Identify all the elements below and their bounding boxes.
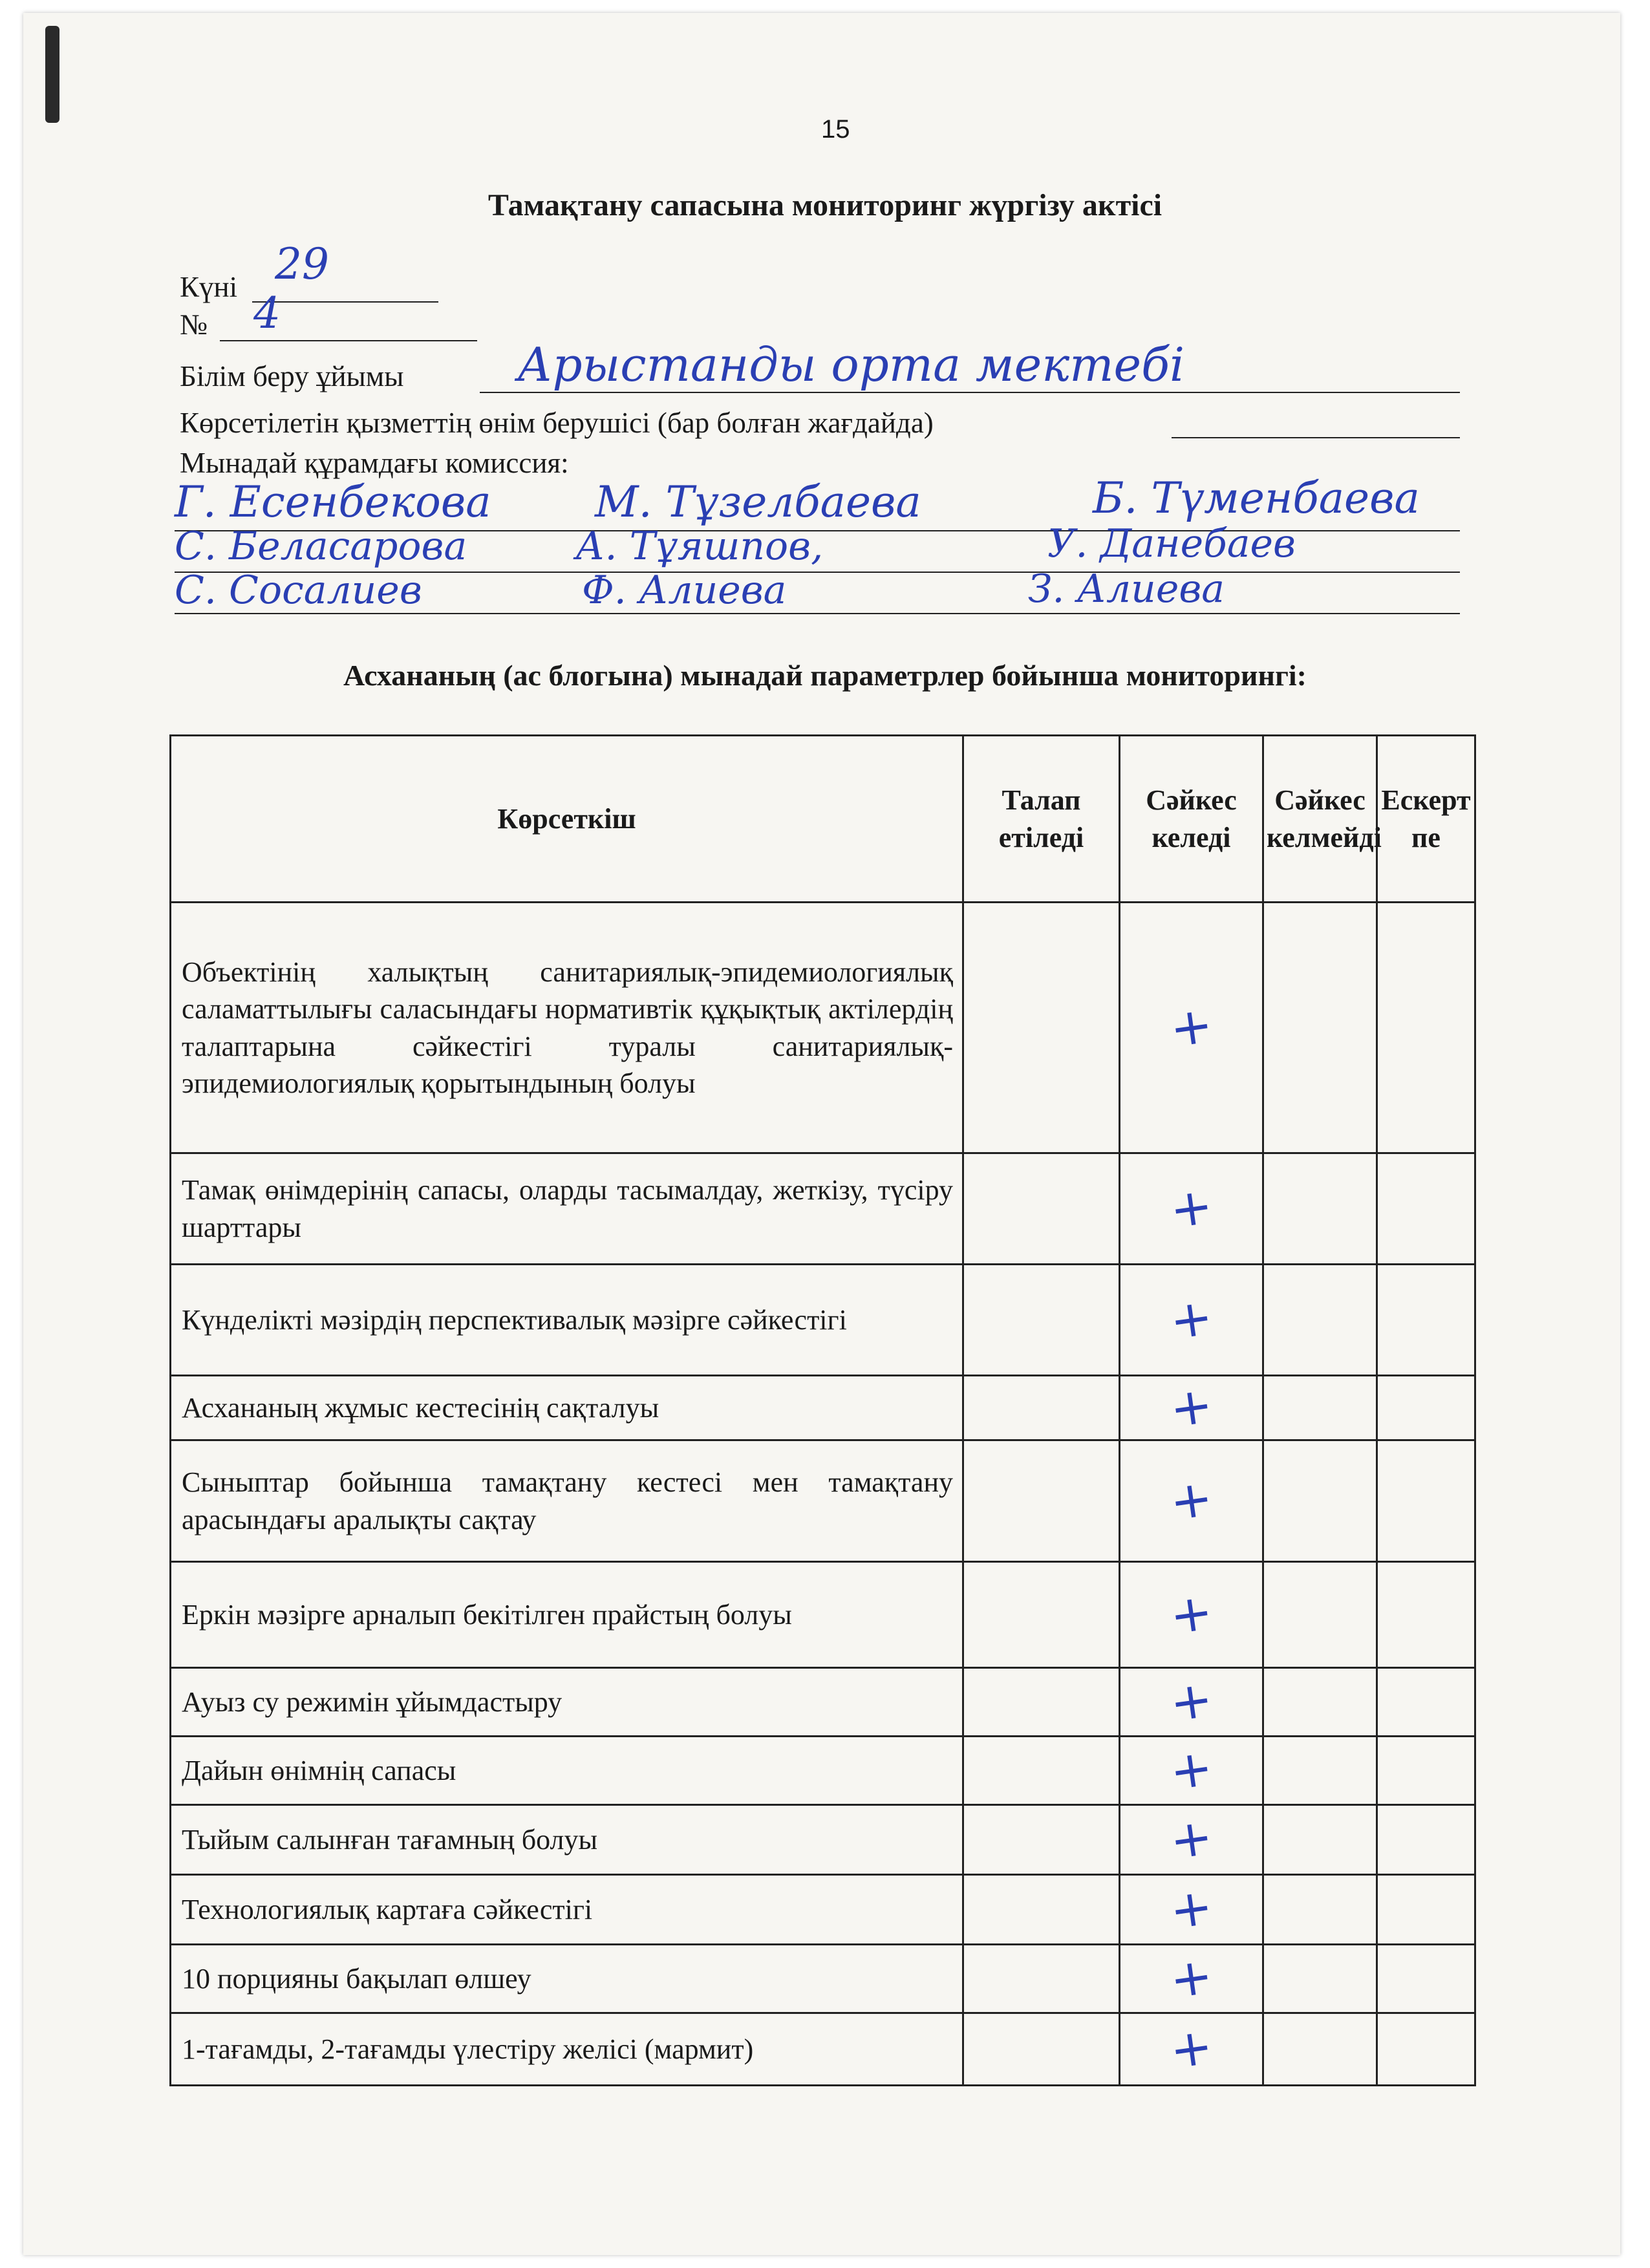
- commission-member: С. Беласарова: [175, 524, 467, 569]
- row-note: [1377, 1265, 1475, 1376]
- check-mark: +: [1166, 2017, 1217, 2081]
- row-required: [963, 1440, 1120, 1562]
- row-non-compliant: [1263, 2013, 1377, 2086]
- row-compliant: [1120, 1265, 1263, 1376]
- header-compliant: Сәйкес келеді: [1120, 736, 1263, 903]
- row-required: [963, 1875, 1120, 1945]
- date-value: 29: [275, 239, 329, 289]
- row-indicator: Асхананың жұмыс кестесінің сақталуы: [171, 1376, 963, 1440]
- row-compliant: [1120, 903, 1263, 1153]
- row-non-compliant: [1263, 1562, 1377, 1668]
- row-compliant: [1120, 1668, 1263, 1737]
- table-subtitle: Асхананың (ас блогына) мынадай параметрлер бойынша мониторингі:: [343, 659, 1307, 692]
- row-indicator: Ауыз су режимін ұйымдастыру: [171, 1668, 963, 1737]
- row-indicator: Күнделікті мәзірдің перспективалық мәзірге сәйкестігі: [171, 1265, 963, 1376]
- row-required: [963, 1153, 1120, 1265]
- row-required: [963, 1376, 1120, 1440]
- row-note: [1377, 2013, 1475, 2086]
- monitoring-table: [169, 734, 1476, 2086]
- date-label: Күні: [180, 271, 238, 303]
- supplier-label: Көрсетілетін қызметтің өнім берушісі (бар болған жағдайда): [180, 407, 934, 439]
- row-non-compliant: [1263, 1153, 1377, 1265]
- table-row: [171, 1875, 1475, 1945]
- row-note: [1377, 1805, 1475, 1875]
- row-compliant: [1120, 1805, 1263, 1875]
- row-non-compliant: [1263, 1376, 1377, 1440]
- row-indicator: Еркін мәзірге арналып бекітілген прайстың болуы: [171, 1562, 963, 1668]
- row-non-compliant: [1263, 1265, 1377, 1376]
- row-compliant: [1120, 1562, 1263, 1668]
- row-compliant: [1120, 2013, 1263, 2086]
- organization-line: [480, 392, 1460, 393]
- commission-member: Б. Түменбаева: [1093, 473, 1420, 523]
- row-compliant: [1120, 1376, 1263, 1440]
- row-indicator: 1-тағамды, 2-тағамды үлестіру желісі (мармит): [171, 2013, 963, 2086]
- row-non-compliant: [1263, 1737, 1377, 1805]
- header-note: Ескерт пе: [1377, 736, 1475, 903]
- check-mark: +: [1166, 995, 1217, 1060]
- table-row: [171, 2013, 1475, 2086]
- row-non-compliant: [1263, 1440, 1377, 1562]
- organization-label: Білім беру ұйымы: [180, 360, 404, 392]
- row-note: [1377, 1945, 1475, 2013]
- table-row: [171, 1737, 1475, 1805]
- commission-line-3: [175, 613, 1460, 614]
- row-indicator: Дайын өнімнің сапасы: [171, 1737, 963, 1805]
- table-row: [171, 1153, 1475, 1265]
- row-note: [1377, 1376, 1475, 1440]
- check-mark: +: [1166, 1946, 1217, 2011]
- row-indicator: Объектінің халықтың санитариялық-эпидемиологиялық саламаттылығы саласындағы нормативтік құқықтық актілердің талаптарына сәйкестігі туралы санитариялық-эпидемиологиялық қорытындының болуы: [171, 903, 963, 1153]
- row-required: [963, 1562, 1120, 1668]
- table-row: [171, 1376, 1475, 1440]
- check-mark: +: [1166, 1468, 1217, 1533]
- commission-member: У. Данебаев: [1047, 521, 1296, 566]
- check-mark: +: [1166, 1287, 1217, 1352]
- table-row: [171, 1668, 1475, 1737]
- row-note: [1377, 903, 1475, 1153]
- row-required: [963, 1945, 1120, 2013]
- row-note: [1377, 1562, 1475, 1668]
- row-note: [1377, 1668, 1475, 1737]
- row-required: [963, 1737, 1120, 1805]
- commission-member: З. Алиева: [1028, 566, 1225, 612]
- row-required: [963, 2013, 1120, 2086]
- organization-value: Арыстанды орта мектебі: [517, 337, 1185, 392]
- row-compliant: [1120, 1440, 1263, 1562]
- check-mark: +: [1166, 1807, 1217, 1872]
- number-line: [220, 340, 477, 341]
- header-indicator: Көрсеткіш: [171, 736, 963, 903]
- row-indicator: Тамақ өнімдерінің сапасы, оларды тасымалдау, жеткізу, түсіру шарттары: [171, 1153, 963, 1265]
- commission-label: Мынадай құрамдағы комиссия:: [180, 447, 569, 479]
- header-required: Талап етіледі: [963, 736, 1120, 903]
- row-note: [1377, 1875, 1475, 1945]
- row-required: [963, 903, 1120, 1153]
- row-indicator: Сыныптар бойынша тамақтану кестесі мен тамақтану арасындағы аралықты сақтау: [171, 1440, 963, 1562]
- check-mark: +: [1166, 1176, 1217, 1241]
- commission-member: А. Тұяшпов,: [575, 524, 824, 569]
- table-row: [171, 1562, 1475, 1668]
- row-indicator: Тыйым салынған тағамның болуы: [171, 1805, 963, 1875]
- check-mark: +: [1166, 1877, 1217, 1942]
- number-label: №: [180, 308, 208, 341]
- row-note: [1377, 1737, 1475, 1805]
- table-row: [171, 1440, 1475, 1562]
- table-row: [171, 1805, 1475, 1875]
- row-compliant: [1120, 1945, 1263, 2013]
- commission-member: М. Тұзелбаева: [595, 477, 921, 527]
- row-compliant: [1120, 1153, 1263, 1265]
- number-value: 4: [253, 288, 281, 338]
- header-non-compliant: Сәйкес келмейді: [1263, 736, 1377, 903]
- check-mark: +: [1166, 1738, 1217, 1803]
- page-number: 15: [821, 115, 850, 144]
- row-non-compliant: [1263, 1875, 1377, 1945]
- row-indicator: 10 порцияны бақылап өлшеу: [171, 1945, 963, 2013]
- row-non-compliant: [1263, 903, 1377, 1153]
- document-title: Тамақтану сапасына мониторинг жүргізу актісі: [488, 188, 1162, 222]
- row-non-compliant: [1263, 1668, 1377, 1737]
- commission-member: Г. Есенбекова: [175, 477, 491, 527]
- row-note: [1377, 1440, 1475, 1562]
- row-required: [963, 1668, 1120, 1737]
- row-non-compliant: [1263, 1805, 1377, 1875]
- supplier-line: [1172, 437, 1460, 438]
- table-row: [171, 1265, 1475, 1376]
- row-non-compliant: [1263, 1945, 1377, 2013]
- row-indicator: Технологиялық картаға сәйкестігі: [171, 1875, 963, 1945]
- commission-member: С. Сосалиев: [175, 568, 422, 613]
- table-header-row: [171, 736, 1475, 903]
- row-compliant: [1120, 1737, 1263, 1805]
- table-row: [171, 903, 1475, 1153]
- binder-clip-mark: [45, 26, 59, 123]
- row-note: [1377, 1153, 1475, 1265]
- commission-member: Ф. Алиева: [582, 568, 787, 613]
- check-mark: +: [1166, 1669, 1217, 1734]
- check-mark: +: [1166, 1375, 1217, 1440]
- row-required: [963, 1805, 1120, 1875]
- row-compliant: [1120, 1875, 1263, 1945]
- check-mark: +: [1166, 1582, 1217, 1647]
- row-required: [963, 1265, 1120, 1376]
- table-row: [171, 1945, 1475, 2013]
